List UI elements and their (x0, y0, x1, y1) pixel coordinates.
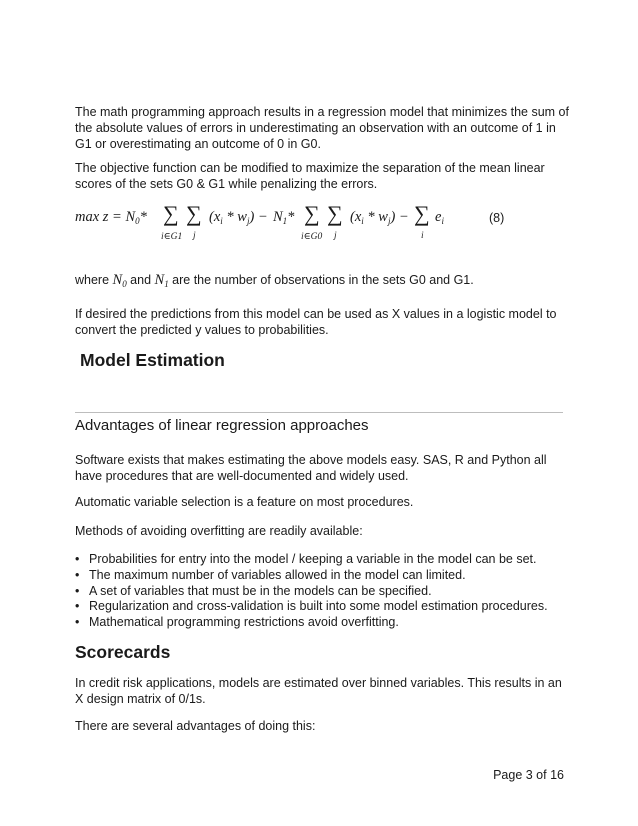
section-divider (75, 412, 563, 413)
overfitting-list (75, 552, 575, 631)
sum-symbol: ∑ (163, 201, 179, 226)
sum-symbol: ∑ (304, 201, 320, 226)
paragraph-credit-risk: In credit risk applications, models are estimated over binned variables. This results in an X design matrix of 0/1s. (75, 676, 562, 706)
sum-limit-i: i (421, 231, 424, 241)
objective-formula (75, 200, 555, 248)
list-item: • A set of variables that must be in the models can be specified. (75, 584, 575, 600)
formula-lhs: $\max z = N_0*$ (75, 209, 147, 226)
paragraph-software: Software exists that makes estimating the above models easy. SAS, R and Python all have procedures that are well-documented and widely used. (75, 453, 547, 483)
paragraph-logistic: If desired the predictions from this model can be used as X values in a logistic model to convert the predicted y values to probabilities. (75, 307, 557, 337)
heading-model-estimation: Model Estimation (80, 350, 225, 370)
formula-error-term: $e_i$ (435, 209, 444, 226)
paragraph-variable-selection: Automatic variable selection is a feature on most procedures. (75, 495, 414, 509)
sum-limit-j: j (193, 231, 196, 241)
heading-advantages: Advantages of linear regression approaches (75, 417, 369, 434)
sum-limit-g0: i∈G0 (301, 232, 323, 242)
inline-var-n1: $N_1$ (154, 272, 169, 289)
paragraph-advantages-intro: There are several advantages of doing this: (75, 719, 316, 733)
inline-var-n0: $N_0$ (112, 272, 127, 289)
list-item: • The maximum number of variables allowed in the model can limited. (75, 568, 575, 584)
formula-term: $(x_i * w_j)$ − (350, 209, 409, 226)
paragraph-overfitting: Methods of avoiding overfitting are readily available: (75, 524, 363, 538)
heading-scorecards: Scorecards (75, 642, 171, 662)
sum-limit-j: j (334, 231, 337, 241)
sum-symbol: ∑ (327, 201, 343, 226)
sum-symbol: ∑ (186, 201, 202, 226)
paragraph-where: where $N_0$ and $N_1$ are the number of observations in the sets G0 and G1. (75, 272, 474, 289)
equation-number: (8) (489, 211, 505, 225)
sum-limit-g1: i∈G1 (161, 232, 183, 242)
paragraph-objective-function: The objective function can be modified to maximize the separation of the mean linear scores of the sets G0 & G1 while penalizing the errors. (75, 161, 545, 191)
list-item: • Regularization and cross-validation is built into some model estimation procedures. (75, 599, 575, 615)
formula-n1: $N_1*$ (273, 209, 295, 226)
formula-term: $(x_i * w_j)$ − (209, 209, 268, 226)
list-item: • Probabilities for entry into the model / keeping a variable in the model can be set. (75, 552, 575, 568)
sum-symbol: ∑ (414, 201, 430, 226)
paragraph-math-programming: The math programming approach results in a regression model that minimizes the sum of the absolute values of errors in underestimating an observation with an outcome of 1 in G1 or overestimating an outcome of 0 in G0. (75, 105, 569, 151)
list-item: • Mathematical programming restrictions avoid overfitting. (75, 615, 575, 631)
page-number: Page 3 of 16 (493, 768, 564, 782)
